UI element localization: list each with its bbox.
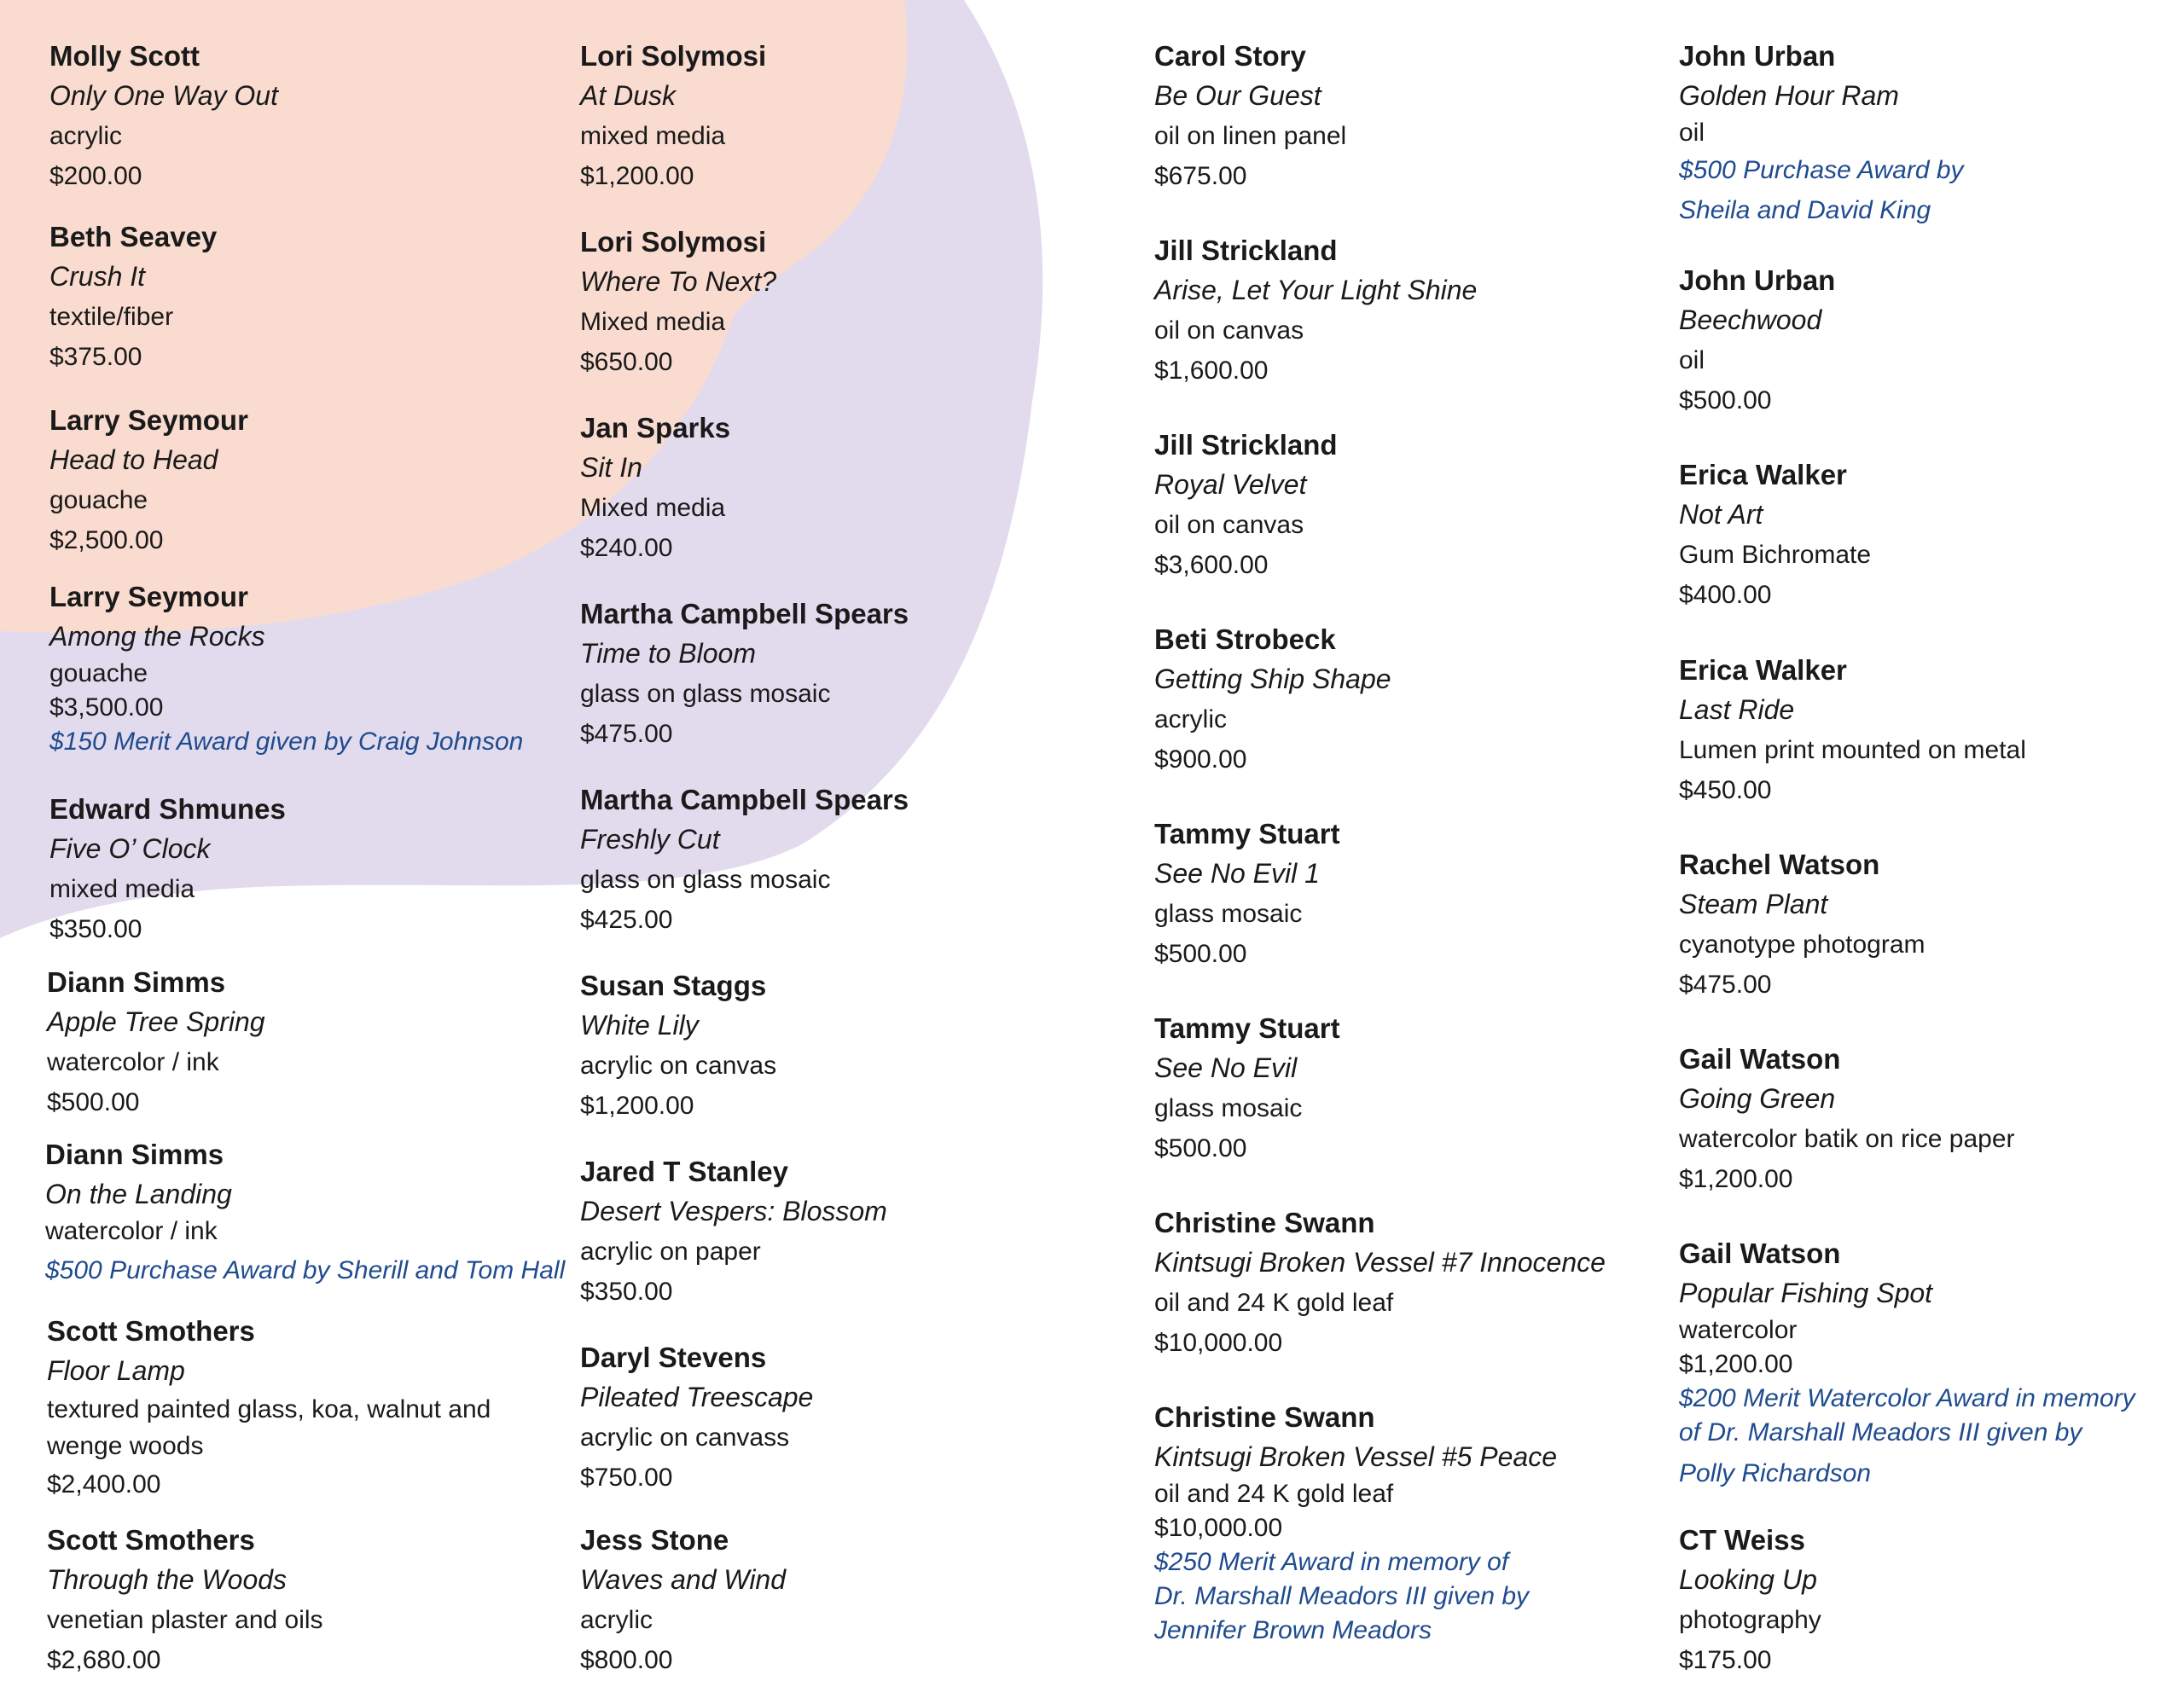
award-note: Jennifer Brown Meadors bbox=[1154, 1616, 1432, 1644]
artwork-title: Last Ride bbox=[1679, 694, 1795, 725]
artist-name: Susan Staggs bbox=[580, 970, 767, 1001]
award-note: $150 Merit Award given by Craig Johnson bbox=[49, 728, 524, 756]
artwork-title: Getting Ship Shape bbox=[1154, 664, 1391, 694]
artwork-title: Be Our Guest bbox=[1154, 80, 1321, 111]
artist-name: Jill Strickland bbox=[1154, 235, 1338, 266]
artwork-title: See No Evil 1 bbox=[1154, 858, 1320, 889]
artist-name: John Urban bbox=[1679, 264, 1836, 296]
price: $2,500.00 bbox=[49, 526, 164, 554]
artwork-title: Floor Lamp bbox=[47, 1355, 185, 1386]
artwork-title: Five O’ Clock bbox=[49, 833, 211, 864]
price: $1,200.00 bbox=[580, 162, 694, 190]
artist-name: Martha Campbell Spears bbox=[580, 598, 909, 629]
price: $400.00 bbox=[1679, 581, 1772, 609]
artwork-title: Looking Up bbox=[1679, 1564, 1817, 1595]
artist-name: Jess Stone bbox=[580, 1524, 729, 1556]
artist-name: John Urban bbox=[1679, 40, 1836, 72]
artwork-title: Pileated Treescape bbox=[580, 1382, 814, 1412]
award-note: Polly Richardson bbox=[1679, 1459, 1872, 1487]
artwork-title: Steam Plant bbox=[1679, 889, 1828, 919]
price: $175.00 bbox=[1679, 1646, 1772, 1674]
artwork-title: At Dusk bbox=[580, 80, 677, 111]
artwork-entry bbox=[580, 36, 766, 196]
artist-name: Beth Seavey bbox=[49, 221, 218, 252]
medium: gouache bbox=[49, 659, 148, 687]
artwork-entry bbox=[1154, 36, 1346, 196]
artist-name: Lori Solymosi bbox=[580, 226, 767, 258]
artwork-entry bbox=[1679, 1233, 2135, 1498]
artist-name: Scott Smothers bbox=[47, 1315, 255, 1347]
artwork-title: Head to Head bbox=[49, 444, 218, 475]
artwork-title: Beechwood bbox=[1679, 304, 1822, 335]
medium: oil bbox=[1679, 346, 1705, 374]
artwork-entry bbox=[580, 222, 776, 382]
price: $350.00 bbox=[49, 915, 142, 943]
artist-name: Gail Watson bbox=[1679, 1043, 1841, 1075]
price: $425.00 bbox=[580, 906, 673, 934]
artwork-entry bbox=[1154, 425, 1338, 585]
medium: acrylic on canvas bbox=[580, 1052, 777, 1080]
artwork-entry bbox=[47, 1520, 323, 1680]
artwork-entry bbox=[580, 1520, 786, 1680]
artwork-title: Popular Fishing Spot bbox=[1679, 1278, 1933, 1308]
artwork-entry bbox=[580, 965, 776, 1126]
medium: glass mosaic bbox=[1154, 900, 1303, 928]
artwork-entry bbox=[49, 400, 248, 560]
artwork-title: See No Evil bbox=[1154, 1052, 1298, 1083]
medium: glass on glass mosaic bbox=[580, 680, 831, 708]
artist-name: Jan Sparks bbox=[580, 412, 731, 443]
artwork-title: White Lily bbox=[580, 1010, 699, 1041]
medium: glass mosaic bbox=[1154, 1094, 1303, 1122]
price: $2,400.00 bbox=[47, 1470, 161, 1499]
medium: Mixed media bbox=[580, 494, 726, 522]
artwork-entry bbox=[580, 1151, 887, 1312]
artist-name: Erica Walker bbox=[1679, 654, 1847, 686]
artist-name: Larry Seymour bbox=[49, 581, 248, 612]
artist-name: Tammy Stuart bbox=[1154, 1012, 1340, 1044]
artwork-entry bbox=[47, 1311, 491, 1504]
award-note: $500 Purchase Award by Sherill and Tom Hall bbox=[45, 1256, 566, 1284]
price: $200.00 bbox=[49, 162, 142, 190]
artwork-title: On the Landing bbox=[45, 1179, 232, 1209]
award-note: Dr. Marshall Meadors III given by bbox=[1154, 1582, 1530, 1610]
artist-name: Molly Scott bbox=[49, 40, 200, 72]
price: $450.00 bbox=[1679, 776, 1772, 804]
artwork-entry bbox=[45, 1134, 565, 1293]
medium: acrylic bbox=[580, 1606, 653, 1634]
medium: gouache bbox=[49, 486, 148, 514]
artwork-entry bbox=[580, 594, 909, 754]
artwork-entry bbox=[1154, 814, 1340, 974]
medium: mixed media bbox=[49, 875, 195, 903]
price: $240.00 bbox=[580, 534, 673, 562]
price: $1,200.00 bbox=[580, 1092, 694, 1120]
medium: oil on linen panel bbox=[1154, 122, 1347, 150]
artist-name: Diann Simms bbox=[47, 966, 226, 998]
artwork-entry bbox=[1679, 1039, 2015, 1199]
artwork-entry bbox=[1154, 1203, 1606, 1363]
artwork-entry bbox=[580, 1337, 813, 1498]
artwork-title: Through the Woods bbox=[47, 1564, 288, 1595]
price: $475.00 bbox=[1679, 971, 1772, 999]
price: $500.00 bbox=[1679, 386, 1772, 415]
artist-name: Scott Smothers bbox=[47, 1524, 255, 1556]
artwork-title: Kintsugi Broken Vessel #7 Innocence bbox=[1154, 1247, 1606, 1278]
artwork-entry bbox=[1154, 1008, 1340, 1168]
artwork-entry bbox=[580, 780, 909, 940]
medium: watercolor / ink bbox=[47, 1048, 219, 1076]
artwork-entry bbox=[1679, 650, 2026, 810]
artwork-entry bbox=[47, 962, 265, 1122]
artwork-title: Desert Vespers: Blossom bbox=[580, 1196, 887, 1226]
artwork-title: Waves and Wind bbox=[580, 1564, 787, 1595]
artwork-title: Arise, Let Your Light Shine bbox=[1154, 275, 1478, 305]
price: $500.00 bbox=[47, 1088, 140, 1116]
award-note: $200 Merit Watercolor Award in memory bbox=[1679, 1384, 2135, 1412]
artist-name: CT Weiss bbox=[1679, 1524, 1805, 1556]
artwork-entry bbox=[1154, 1397, 1557, 1648]
price: $10,000.00 bbox=[1154, 1514, 1283, 1542]
artist-name: Erica Walker bbox=[1679, 459, 1847, 490]
price: $800.00 bbox=[580, 1646, 673, 1674]
artist-name: Jared T Stanley bbox=[580, 1156, 788, 1187]
award-note: Sheila and David King bbox=[1679, 196, 1931, 224]
artwork-entry bbox=[1154, 619, 1391, 780]
artwork-entry bbox=[49, 789, 286, 949]
artwork-title: Freshly Cut bbox=[580, 824, 720, 855]
artwork-entry bbox=[49, 36, 278, 196]
price: $1,200.00 bbox=[1679, 1350, 1793, 1378]
award-note: of Dr. Marshall Meadors III given by bbox=[1679, 1418, 2082, 1446]
artist-name: Daryl Stevens bbox=[580, 1342, 767, 1373]
artwork-title: Royal Velvet bbox=[1154, 469, 1307, 500]
price: $750.00 bbox=[580, 1464, 673, 1492]
artist-name: Jill Strickland bbox=[1154, 429, 1338, 461]
medium: venetian plaster and oils bbox=[47, 1606, 323, 1634]
artwork-title: Crush It bbox=[49, 261, 146, 292]
artist-name: Gail Watson bbox=[1679, 1238, 1841, 1269]
artwork-entry bbox=[1154, 230, 1477, 391]
artist-name: Edward Shmunes bbox=[49, 793, 286, 825]
artwork-title: Apple Tree Spring bbox=[47, 1006, 265, 1037]
artist-name: Rachel Watson bbox=[1679, 849, 1880, 880]
artwork-title: Time to Bloom bbox=[580, 638, 756, 669]
price: $500.00 bbox=[1154, 940, 1247, 968]
artist-name: Lori Solymosi bbox=[580, 40, 767, 72]
artwork-entry bbox=[1679, 260, 1835, 420]
medium: watercolor batik on rice paper bbox=[1679, 1125, 2015, 1153]
artwork-entry bbox=[49, 577, 523, 759]
artwork-entry bbox=[1679, 36, 1964, 230]
award-note: $500 Purchase Award by bbox=[1679, 156, 1964, 184]
price: $650.00 bbox=[580, 348, 673, 376]
artist-name: Diann Simms bbox=[45, 1139, 224, 1170]
price: $475.00 bbox=[580, 720, 673, 748]
medium: watercolor / ink bbox=[45, 1217, 218, 1245]
artwork-title: Where To Next? bbox=[580, 266, 777, 297]
price: $675.00 bbox=[1154, 162, 1247, 190]
medium: mixed media bbox=[580, 122, 726, 150]
medium: oil and 24 K gold leaf bbox=[1154, 1480, 1394, 1508]
artwork-entry bbox=[1679, 844, 1926, 1005]
artwork-entry bbox=[1679, 1520, 1821, 1680]
artwork-title: Among the Rocks bbox=[49, 621, 265, 652]
artwork-title: Golden Hour Ram bbox=[1679, 80, 1899, 111]
medium: Lumen print mounted on metal bbox=[1679, 736, 2026, 764]
medium: photography bbox=[1679, 1606, 1821, 1634]
medium: cyanotype photogram bbox=[1679, 930, 1926, 959]
medium: textured painted glass, koa, walnut and bbox=[47, 1395, 491, 1423]
artist-name: Beti Strobeck bbox=[1154, 623, 1336, 655]
price: $900.00 bbox=[1154, 745, 1247, 774]
price: $2,680.00 bbox=[47, 1646, 161, 1674]
medium: acrylic on canvass bbox=[580, 1423, 790, 1452]
medium: oil on canvas bbox=[1154, 316, 1304, 345]
medium: acrylic bbox=[1154, 705, 1228, 733]
medium: glass on glass mosaic bbox=[580, 866, 831, 894]
price: $3,600.00 bbox=[1154, 551, 1269, 579]
price: $3,500.00 bbox=[49, 693, 164, 722]
medium: oil on canvas bbox=[1154, 511, 1304, 539]
artwork-title: Going Green bbox=[1679, 1083, 1836, 1114]
price: $375.00 bbox=[49, 343, 142, 371]
artist-name: Tammy Stuart bbox=[1154, 818, 1340, 849]
medium: Mixed media bbox=[580, 308, 726, 336]
artist-name: Carol Story bbox=[1154, 40, 1306, 72]
medium: oil bbox=[1679, 119, 1705, 147]
medium: wenge woods bbox=[47, 1432, 204, 1460]
medium: Gum Bichromate bbox=[1679, 541, 1872, 569]
award-note: $250 Merit Award in memory of bbox=[1154, 1548, 1509, 1576]
artwork-title: Sit In bbox=[580, 452, 642, 483]
price: $10,000.00 bbox=[1154, 1329, 1283, 1357]
price: $1,600.00 bbox=[1154, 357, 1269, 385]
medium: acrylic bbox=[49, 122, 123, 150]
artist-name: Martha Campbell Spears bbox=[580, 784, 909, 815]
artist-name: Larry Seymour bbox=[49, 404, 248, 436]
price: $500.00 bbox=[1154, 1134, 1247, 1162]
medium: textile/fiber bbox=[49, 303, 174, 331]
artist-name: Christine Swann bbox=[1154, 1401, 1375, 1433]
artwork-title: Kintsugi Broken Vessel #5 Peace bbox=[1154, 1441, 1557, 1472]
medium: watercolor bbox=[1679, 1316, 1798, 1344]
medium: acrylic on paper bbox=[580, 1238, 761, 1266]
price: $1,200.00 bbox=[1679, 1165, 1793, 1193]
artwork-title: Only One Way Out bbox=[49, 80, 278, 111]
medium: oil and 24 K gold leaf bbox=[1154, 1289, 1394, 1317]
artwork-entry bbox=[1679, 455, 1871, 615]
artwork-title: Not Art bbox=[1679, 499, 1763, 530]
artwork-entry bbox=[49, 217, 217, 377]
artist-name: Christine Swann bbox=[1154, 1207, 1375, 1238]
price: $350.00 bbox=[580, 1278, 673, 1306]
artwork-entry bbox=[580, 408, 730, 568]
